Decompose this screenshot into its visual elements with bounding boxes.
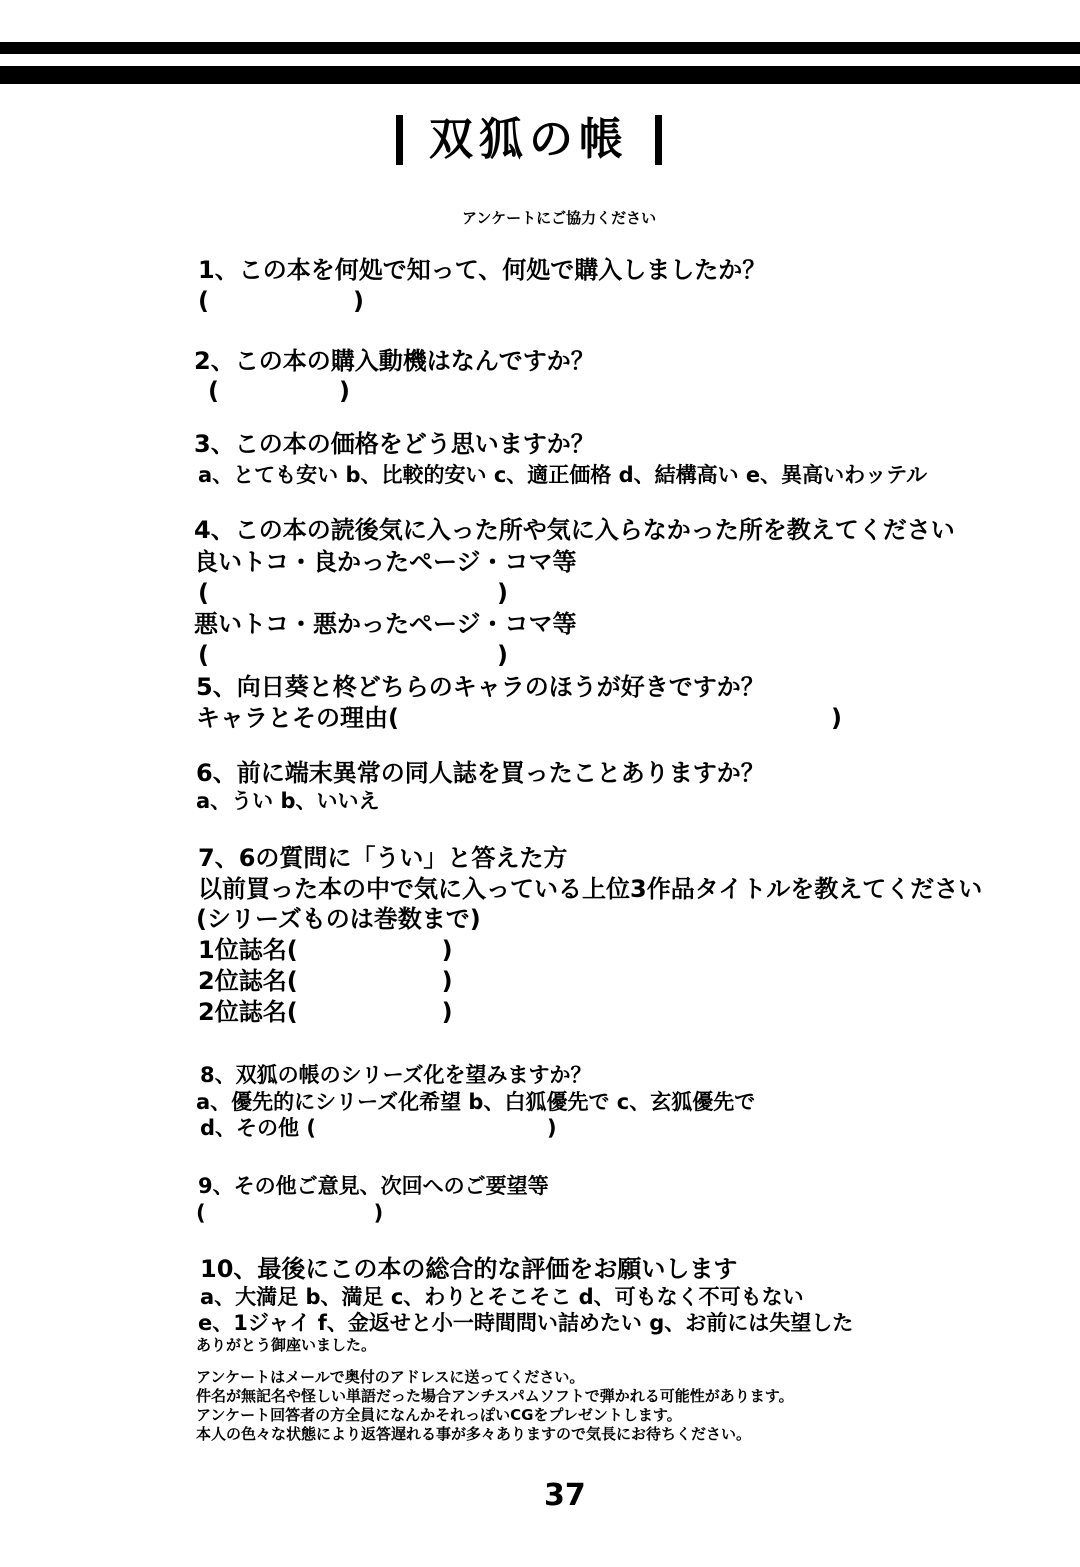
question-4: 4、この本の読後気に入った所や気に入らなかった所を教えてください	[194, 516, 955, 544]
question-8-options: a、優先的にシリーズ化希望 b、白狐優先で c、玄狐優先で	[196, 1090, 756, 1114]
page-number: 37	[544, 1478, 586, 1513]
title-block	[396, 112, 662, 168]
question-6-options: a、うい b、いいえ	[196, 789, 380, 813]
good-points-blank: ( )	[198, 579, 508, 607]
question-10-options-1: a、大満足 b、満足 c、わりとそこそこ d、可もなく不可もない	[200, 1285, 804, 1309]
bad-points-label: 悪いトコ・悪かったページ・コマ等	[194, 610, 577, 638]
note-line-2: 件名が無記名や怪しい単語だった場合アンチスパムソフトで弾かれる可能性があります。	[196, 1387, 794, 1405]
question-10-options-2: e、1ジャイ f、金返せと小一時間問い詰めたい g、お前には失望した	[198, 1311, 854, 1335]
note-line-4: 本人の色々な状態により返答遅れる事が多々ありますので気長にお待ちください。	[196, 1425, 752, 1443]
question-6: 6、前に端末異常の同人誌を買ったことありますか？	[196, 759, 765, 787]
question-8-other-blank: d、その他 ( )	[200, 1116, 557, 1140]
question-8: 8、双狐の帳のシリーズ化を望みますか？	[200, 1063, 592, 1087]
note-line-1: アンケートはメールで奥付のアドレスに送ってください。	[196, 1368, 585, 1386]
header-rule-top	[0, 42, 1080, 54]
thanks-line: ありがとう御座いました。	[196, 1336, 377, 1354]
answer-blank-1: ( )	[198, 287, 364, 315]
question-3-options: a、とても安い b、比較的安い c、適正価格 d、結構高い e、異高いわッテル	[198, 463, 928, 487]
question-7: 7、6の質問に「うい」と答えた方	[198, 844, 568, 872]
good-points-label: 良いトコ・良かったページ・コマ等	[194, 548, 577, 576]
page-title: 双狐の帳	[429, 114, 629, 165]
title-bar-right	[655, 115, 662, 165]
rank-3-blank: 2位誌名( )	[198, 998, 453, 1026]
question-2: 2、この本の購入動機はなんですか？	[194, 347, 595, 375]
title-bar-left	[396, 115, 403, 165]
subtitle: アンケートにご協力ください	[462, 209, 657, 227]
question-10: 10、最後にこの本の総合的な評価をお願いします	[200, 1255, 738, 1283]
question-7-note: (シリーズものは巻数まで)	[196, 905, 481, 933]
question-3: 3、この本の価格をどう思いますか？	[194, 430, 595, 458]
question-7-detail: 以前買った本の中で気に入っている上位3作品タイトルを教えてください	[198, 875, 983, 903]
note-line-3: アンケート回答者の方全員になんかそれっぽいCGをプレゼントします。	[196, 1406, 682, 1424]
question-1: 1、この本を何処で知って、何処で購入しましたか？	[198, 256, 767, 284]
header-rule-bottom	[0, 66, 1080, 84]
answer-blank-2: ( )	[208, 377, 350, 405]
bad-points-blank: ( )	[198, 641, 508, 669]
question-9: 9、その他ご意見、次回へのご要望等	[198, 1174, 549, 1198]
rank-2-blank: 2位誌名( )	[198, 967, 453, 995]
question-9-blank: ( )	[196, 1201, 384, 1225]
rank-1-blank: 1位誌名( )	[198, 936, 453, 964]
question-5: 5、向日葵と柊どちらのキャラのほうが好きですか？	[196, 673, 765, 701]
character-reason-blank: キャラとその理由( )	[196, 704, 842, 732]
